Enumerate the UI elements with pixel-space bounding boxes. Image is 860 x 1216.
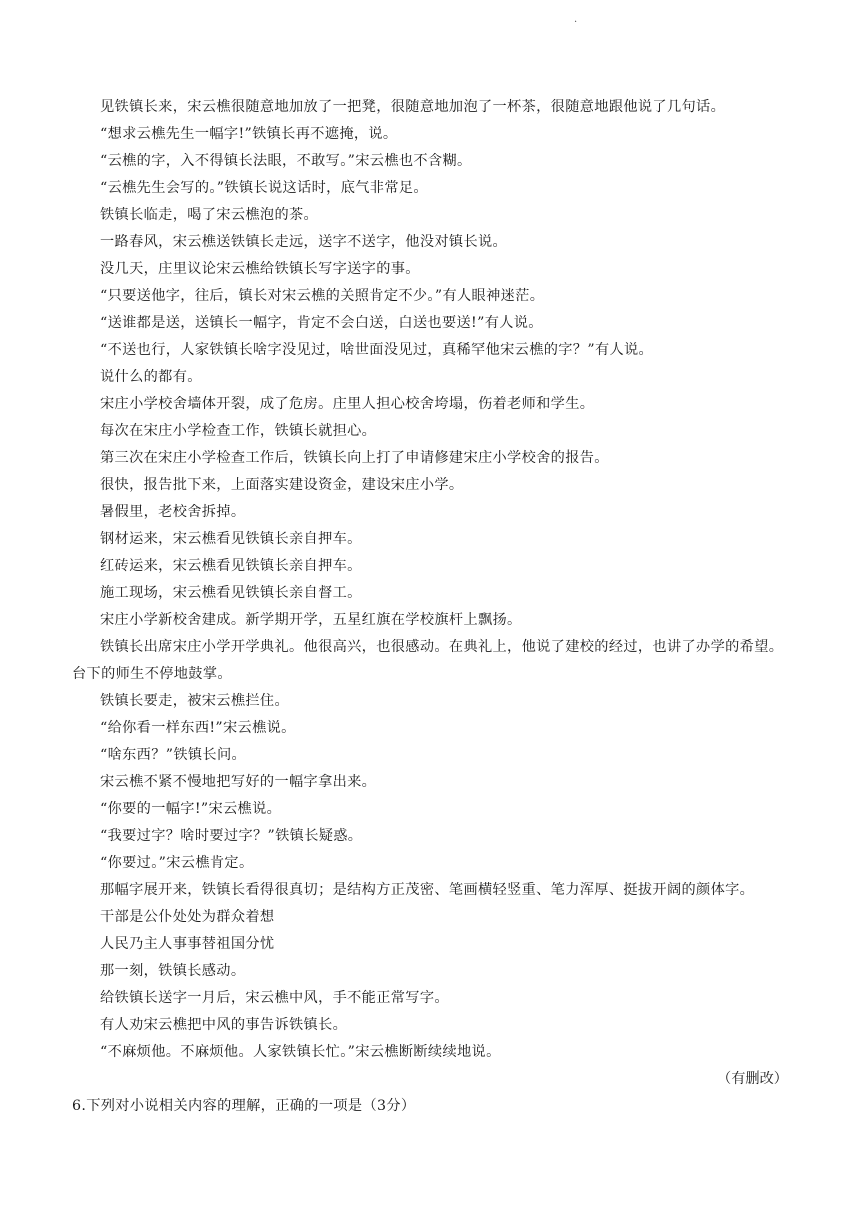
header-mark: . [574,14,578,25]
story-paragraph: “云樵的字，入不得镇长法眼，不敢写。”宋云樵也不含糊。 [100,153,472,169]
story-paragraph: 很快，报告批下来，上面落实建设资金，建设宋庄小学。 [100,477,464,493]
story-paragraph: “想求云樵先生一幅字!”铁镇长再不遮掩，说。 [100,126,398,142]
story-paragraph: “你要的一幅字!”宋云樵说。 [100,801,282,817]
story-paragraph: “你要过。”宋云樵肯定。 [100,855,254,871]
story-paragraph: 说什么的都有。 [100,369,202,385]
story-paragraph: “啥东西？”铁镇长问。 [100,747,247,763]
story-paragraph: 那幅字展开来，铁镇长看得很真切；是结构方正茂密、笔画横轻竖重、笔力浑厚、挺拔开阔的颜体字。 [100,882,755,898]
story-paragraph: 红砖运来，宋云樵看见铁镇长亲自押车。 [100,558,362,574]
story-paragraph: 有人劝宋云樵把中风的事告诉铁镇长。 [100,1017,348,1033]
story-paragraph: 没几天，庄里议论宋云樵给铁镇长写字送字的事。 [100,261,420,277]
story-paragraph: “只要送他字，往后，镇长对宋云樵的关照肯定不少。”有人眼神迷茫。 [100,288,545,304]
story-paragraph: 宋庄小学校舍墙体开裂，成了危房。庄里人担心校舍垮塌，伤着老师和学生。 [100,396,595,412]
story-paragraph: “云樵先生会写的。”铁镇长说这话时，底气非常足。 [100,180,428,196]
story-paragraph: 铁镇长要走，被宋云樵拦住。 [100,693,289,709]
story-paragraph: 一路春风，宋云樵送铁镇长走远，送字不送字，他没对镇长说。 [100,234,508,250]
story-paragraph: “送谁都是送，送镇长一幅字，肯定不会白送，白送也要送!”有人说。 [100,315,543,331]
story-paragraph: 第三次在宋庄小学检查工作后，铁镇长向上打了申请修建宋庄小学校舍的报告。 [100,450,609,466]
calligraphy-line: 人民乃主人事事替祖国分忧 [100,936,275,952]
question-6: 6.下列对小说相关内容的理解，正确的一项是（3分） [72,1098,416,1114]
story-paragraph: 铁镇长出席宋庄小学开学典礼。他很高兴，也很感动。在典礼上，他说了建校的经过，也讲了办学的希望。 [100,639,784,655]
story-paragraph: “不麻烦他。不麻烦他。人家铁镇长忙。”宋云樵断断续续地说。 [100,1044,501,1060]
story-paragraph: 那一刻，铁镇长感动。 [100,963,246,979]
story-paragraph: “我要过字？啥时要过字？”铁镇长疑惑。 [100,828,363,844]
story-paragraph: 钢材运来，宋云樵看见铁镇长亲自押车。 [100,531,362,547]
story-paragraph: 宋云樵不紧不慢地把写好的一幅字拿出来。 [100,774,377,790]
story-paragraph: “给你看一样东西!”宋云樵说。 [100,720,296,736]
story-paragraph: 施工现场，宋云樵看见铁镇长亲自督工。 [100,585,362,601]
story-paragraph: 铁镇长临走，喝了宋云樵泡的茶。 [100,207,319,223]
story-paragraph: 见铁镇长来，宋云樵很随意地加放了一把凳，很随意地加泡了一杯茶，很随意地跟他说了几句话。 [100,99,726,115]
calligraphy-line: 干部是公仆处处为群众着想 [100,909,275,925]
source-note: （有删改） [717,1071,788,1087]
story-body [72,94,802,1120]
story-paragraph: 给铁镇长送字一月后，宋云樵中风，手不能正常写字。 [100,990,449,1006]
story-paragraph-continuation: 台下的师生不停地鼓掌。 [72,666,232,682]
story-paragraph: “不送也行，人家铁镇长啥字没见过，啥世面没见过，真稀罕他宋云樵的字？”有人说。 [100,342,654,358]
story-paragraph: 每次在宋庄小学检查工作，铁镇长就担心。 [100,423,377,439]
story-paragraph: 宋庄小学新校舍建成。新学期开学，五星红旗在学校旗杆上飘扬。 [100,612,522,628]
story-paragraph: 暑假里，老校舍拆掉。 [100,504,246,520]
